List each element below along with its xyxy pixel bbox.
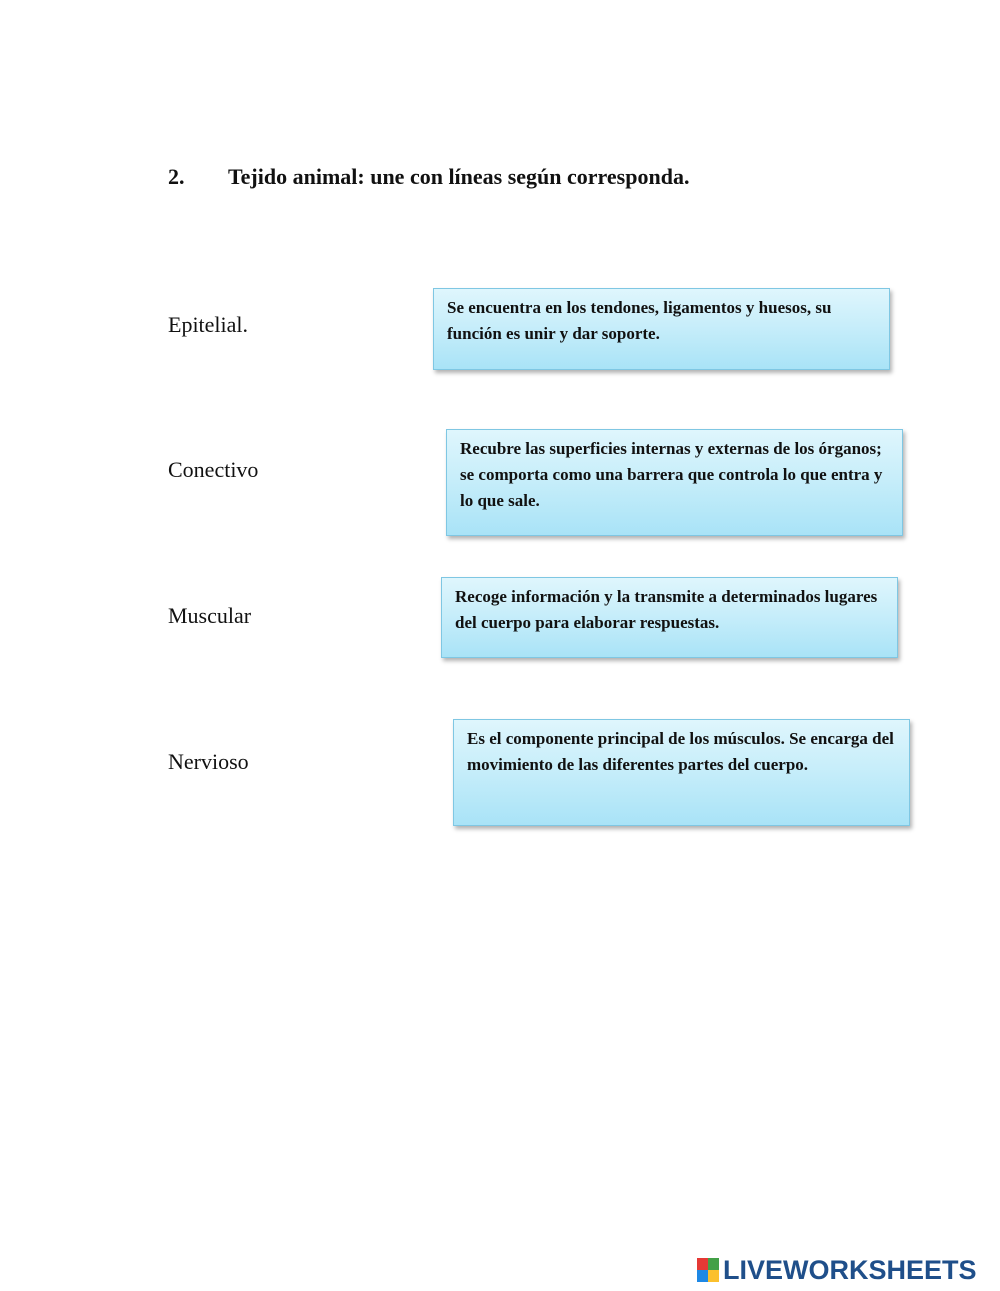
description-box-connective[interactable]	[433, 288, 890, 370]
term-conectivo[interactable]: Conectivo	[168, 457, 259, 482]
term-nervioso[interactable]: Nervioso	[168, 749, 249, 774]
liveworksheets-brand	[697, 1254, 977, 1286]
description-text: Recubre las superficies internas y externas de los órganos; se comporta como una barrera que controla lo que entra y lo que sale.	[460, 439, 883, 510]
question-title: Tejido animal: une con líneas según corresponda.	[228, 164, 690, 189]
description-text: Es el componente principal de los músculos. Se encarga del movimiento de las diferentes partes del cuerpo.	[467, 729, 894, 774]
liveworksheets-logo-icon	[697, 1258, 719, 1282]
description-box-muscular[interactable]	[453, 719, 910, 826]
description-box-nervous[interactable]	[441, 577, 898, 658]
description-box-epithelial[interactable]	[446, 429, 903, 536]
brand-text: LIVEWORKSHEETS	[723, 1254, 977, 1285]
term-epitelial[interactable]: Epitelial.	[168, 312, 249, 337]
description-text: Se encuentra en los tendones, ligamentos y huesos, su función es unir y dar soporte.	[447, 298, 832, 343]
description-text: Recoge información y la transmite a determinados lugares del cuerpo para elaborar respuestas.	[455, 587, 878, 632]
term-muscular[interactable]: Muscular	[168, 603, 252, 628]
question-number: 2.	[168, 164, 185, 189]
